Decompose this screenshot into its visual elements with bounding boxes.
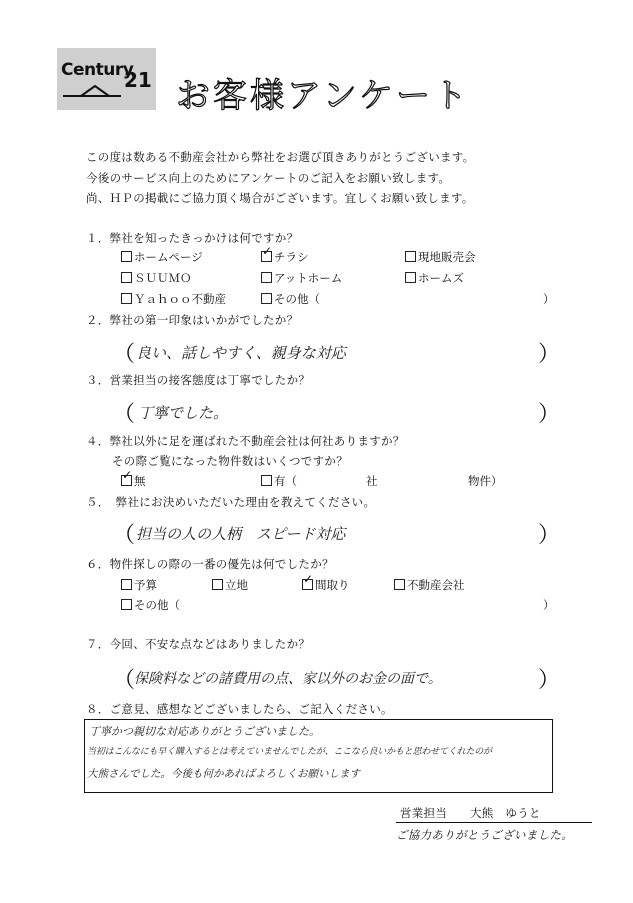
staff-name: 大熊 ゆうと xyxy=(470,806,541,820)
q1-option-yahoo[interactable]: Ｙａｈｏｏ不動産 xyxy=(121,292,226,306)
question-4-label: ４．弊社以外に足を運ばれた不動産会社は何社ありますか？ xyxy=(86,434,405,448)
checkbox[interactable] xyxy=(405,251,416,262)
question-6-label: ６．物件探しの際の一番の優先は何でしたか？ xyxy=(86,557,334,571)
question-4-label-2: その際ご覧になった物件数はいくつですか？ xyxy=(112,454,348,468)
q6-option-agency[interactable]: 不動産会社 xyxy=(394,578,465,592)
comment-line-2: 当初はこんなにも早く購入するとは考えていませんでしたが、ここなら良いかもと思わせてくれたのが xyxy=(87,747,492,757)
question-5-label: ５． 弊社にお決めいただいた理由を教えてください。 xyxy=(86,495,376,509)
q6-option-layout[interactable]: ✓ 間取り xyxy=(302,578,350,592)
logo-number: 21 xyxy=(124,68,152,92)
q4-unit-company: 社 xyxy=(366,474,378,488)
intro-line-3: 尚、ＨＰの掲載にご協力頂く場合がございます。宜しくお願い致します。 xyxy=(86,191,474,205)
checkbox[interactable] xyxy=(405,272,416,283)
question-1-label: １．弊社を知ったきっかけは何ですか？ xyxy=(86,231,299,245)
q1-option-homes[interactable]: ホームズ xyxy=(405,271,464,285)
checkbox[interactable] xyxy=(121,579,132,590)
q2-open-paren: （ xyxy=(113,342,136,367)
q1-close-paren: ） xyxy=(543,292,555,306)
q5-answer[interactable]: 担当の人の人柄 スピード対応 xyxy=(136,525,346,543)
comment-box[interactable] xyxy=(84,719,553,793)
checkbox[interactable] xyxy=(394,579,405,590)
q6-option-other[interactable]: その他（ xyxy=(121,598,180,612)
q6-option-location[interactable]: 立地 xyxy=(212,578,248,592)
intro-line-2: 今後のサービス向上のためにアンケートのご記入をお願い致します。 xyxy=(86,171,451,185)
checkbox-checked[interactable] xyxy=(121,475,132,486)
staff-label: 営業担当 xyxy=(400,806,448,820)
checkbox[interactable] xyxy=(261,475,272,486)
q1-option-athome[interactable]: アットホーム xyxy=(261,271,342,285)
checkbox[interactable] xyxy=(121,251,132,262)
q6-close-paren: ） xyxy=(543,598,555,612)
logo-word: Century xyxy=(61,60,134,80)
q4-unit-property: 物件） xyxy=(468,474,503,488)
signature-underline xyxy=(396,822,592,823)
q4-option-none[interactable]: ✓無 xyxy=(121,474,146,488)
checkbox[interactable] xyxy=(261,272,272,283)
checkbox[interactable] xyxy=(121,272,132,283)
thanks-message: ご協力ありがとうございました。 xyxy=(396,828,573,842)
q2-close-paren: ） xyxy=(538,342,561,367)
q2-answer[interactable]: 良い、話しやすく、親身な対応 xyxy=(136,344,346,362)
q4-option-yes[interactable]: 有（ xyxy=(261,474,297,488)
comment-line-1: 丁寧かつ親切な対応ありがとうございました。 xyxy=(89,725,320,738)
q1-option-other[interactable]: その他（ xyxy=(261,292,320,306)
q5-close-paren: ） xyxy=(538,523,561,548)
question-2-label: ２．弊社の第一印象はいかがでしたか？ xyxy=(86,313,299,327)
q7-answer[interactable]: 保険料などの諸費用の点、家以外のお金の面で。 xyxy=(134,671,442,687)
century21-logo xyxy=(57,48,156,110)
q1-option-flyer[interactable]: ✓ チラシ xyxy=(261,250,309,264)
q6-option-budget[interactable]: 予算 xyxy=(121,578,157,592)
q3-close-paren: ） xyxy=(538,402,561,427)
q3-answer[interactable]: 丁寧でした。 xyxy=(138,404,229,422)
q1-option-homepage[interactable]: ホームページ xyxy=(121,250,203,264)
checkbox[interactable] xyxy=(121,599,132,610)
question-7-label: ７．今回、不安な点などはありましたか？ xyxy=(86,637,311,651)
q7-open-paren: （ xyxy=(113,668,136,693)
comment-line-3: 大熊さんでした。今後も何かあればよろしくお願いします xyxy=(87,768,360,780)
question-8-label: ８．ご意見、感想などございましたら、ご記入ください。 xyxy=(86,702,393,716)
checkbox-checked[interactable] xyxy=(261,251,272,262)
q1-option-suumo[interactable]: ＳＵＵＭＯ xyxy=(121,271,192,285)
question-3-label: ３．営業担当の接客態度は丁寧でしたか？ xyxy=(86,373,311,387)
q3-open-paren: （ xyxy=(113,402,136,427)
checkbox[interactable] xyxy=(261,293,272,304)
checkbox[interactable] xyxy=(212,579,223,590)
intro-line-1: この度は数ある不動産会社から弊社をお選び頂きありがとうございます。 xyxy=(86,150,475,164)
q1-option-open-house[interactable]: 現地販売会 xyxy=(405,250,476,264)
house-roof-icon xyxy=(63,82,123,98)
page-title: お客様アンケート xyxy=(176,76,470,116)
q7-close-paren: ） xyxy=(538,668,561,693)
q5-open-paren: （ xyxy=(113,523,136,548)
checkbox[interactable] xyxy=(121,293,132,304)
checkbox-checked[interactable] xyxy=(302,579,313,590)
